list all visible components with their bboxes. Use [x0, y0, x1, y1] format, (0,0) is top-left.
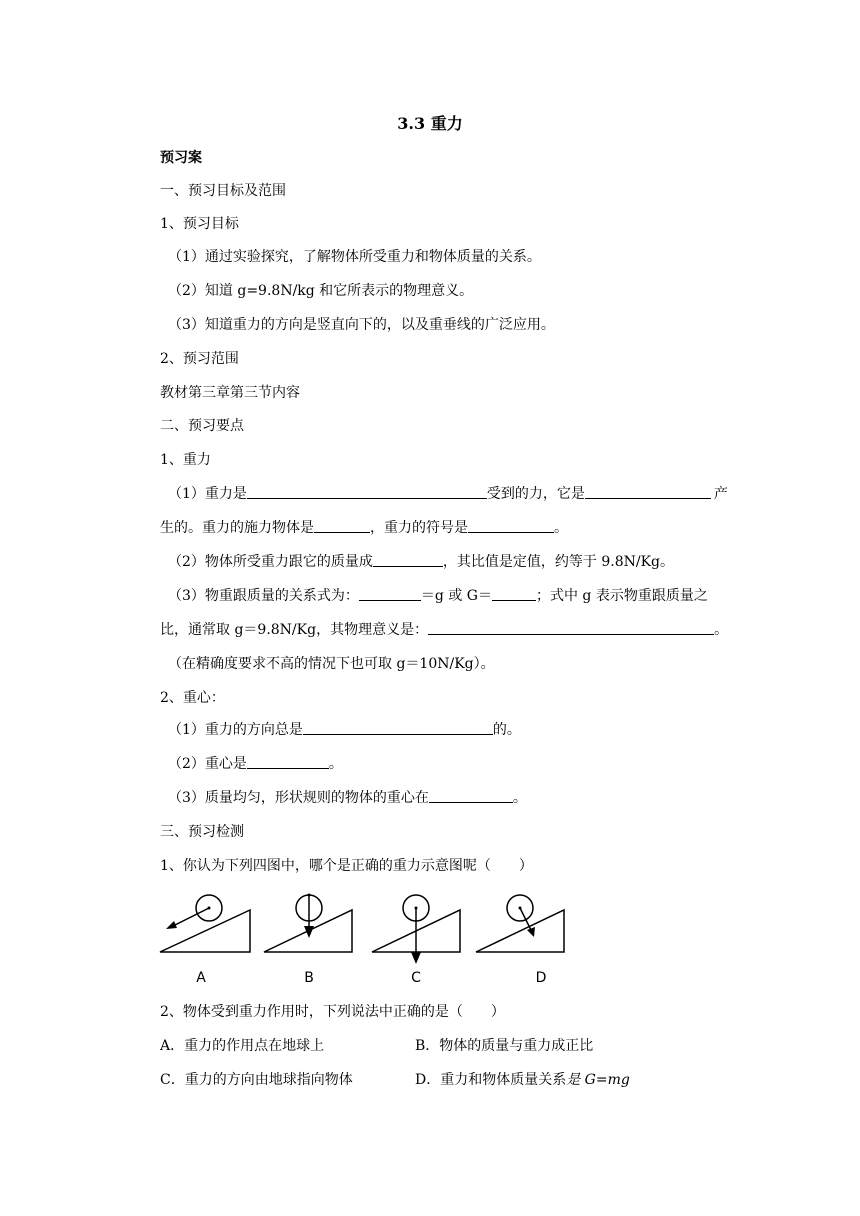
- question-gravity-formula: （3）物重跟质量的关系式为： ＝g 或 G＝ ；式中 g 表示物重跟质量之: [168, 588, 708, 604]
- blank-field[interactable]: [247, 484, 487, 499]
- diagram-label-b: B: [304, 970, 314, 986]
- option-row-cd: [160, 1070, 750, 1090]
- blank-field[interactable]: [359, 586, 421, 601]
- option-a[interactable]: A．重力的作用点在地球上: [160, 1038, 325, 1054]
- question-gravity-source: 生的。重力的施力物体是 ，重力的符号是 。: [160, 520, 568, 536]
- gravity-heading: 1、重力: [160, 452, 211, 468]
- center-heading: 2、重心：: [160, 690, 225, 706]
- goal-item-1: （1）通过实验探究，了解物体所受重力和物体质量的关系。: [168, 249, 541, 265]
- diagram-label-a: A: [196, 970, 206, 986]
- blank-field[interactable]: [428, 620, 714, 635]
- option-d[interactable]: D．重力和物体质量关系是 G=mg: [415, 1072, 630, 1088]
- blank-field[interactable]: [373, 552, 443, 567]
- question-regular-object: （3）质量均匀，形状规则的物体的重心在 。: [168, 790, 527, 806]
- scope-text: 教材第三章第三节内容: [160, 385, 300, 401]
- diagram-c: [368, 882, 464, 986]
- goal-item-2: （2）知道 g=9.8N/kg 和它所表示的物理意义。: [168, 283, 474, 299]
- blank-field[interactable]: [585, 484, 711, 499]
- diagram-label-d: D: [535, 970, 547, 986]
- blank-field[interactable]: [303, 720, 493, 735]
- option-row-ab: [160, 1036, 750, 1056]
- part2-heading: 二、预习要点: [160, 418, 244, 434]
- incline-ball-diagram-c: [368, 882, 464, 970]
- note-g-approx: （在精确度要求不高的情况下也可取 g＝10N/Kg）。: [168, 656, 495, 672]
- question-center-of-gravity: （2）重心是 。: [168, 756, 343, 772]
- question-gravity-mass: （2）物体所受重力跟它的质量成 ，其比值是定值，约等于 9.8N/Kg。: [168, 554, 675, 570]
- diagram-d: [472, 882, 568, 986]
- incline-ball-diagram-a: [156, 882, 256, 956]
- part1-heading: 一、预习目标及范围: [160, 183, 286, 199]
- option-c[interactable]: C．重力的方向由地球指向物体: [160, 1072, 353, 1088]
- check-question-2: 2、物体受到重力作用时，下列说法中正确的是（ ）: [160, 1004, 505, 1020]
- blank-field[interactable]: [468, 518, 554, 533]
- option-b[interactable]: B．物体的质量与重力成正比: [415, 1038, 594, 1054]
- blank-field[interactable]: [247, 754, 329, 769]
- diagram-a: [156, 882, 256, 986]
- scope-heading: 2、预习范围: [160, 351, 239, 367]
- incline-ball-diagram-b: [260, 882, 356, 956]
- gravity-diagram-choices: [156, 882, 576, 992]
- section-heading: 预习案: [160, 150, 202, 166]
- incline-ball-diagram-d: [472, 882, 568, 956]
- goal-item-3: （3）知道重力的方向是竖直向下的，以及重垂线的广泛应用。: [168, 317, 555, 333]
- blank-field[interactable]: [492, 586, 536, 601]
- diagram-label-c: C: [411, 970, 421, 986]
- part3-heading: 三、预习检测: [160, 824, 244, 840]
- question-gravity-definition: （1）重力是 受到的力，它是 产: [168, 486, 728, 502]
- page-title: 3.3 重力: [397, 114, 463, 133]
- check-question-1: 1、你认为下列四图中，哪个是正确的重力示意图呢（ ）: [160, 858, 533, 874]
- goal-heading: 1、预习目标: [160, 216, 239, 232]
- diagram-b: [260, 882, 356, 986]
- blank-field[interactable]: [314, 518, 370, 533]
- question-g-meaning: 比，通常取 g＝9.8N/Kg，其物理意义是： 。: [160, 622, 729, 638]
- blank-field[interactable]: [429, 788, 513, 803]
- question-direction: （1）重力的方向总是 的。: [168, 722, 521, 738]
